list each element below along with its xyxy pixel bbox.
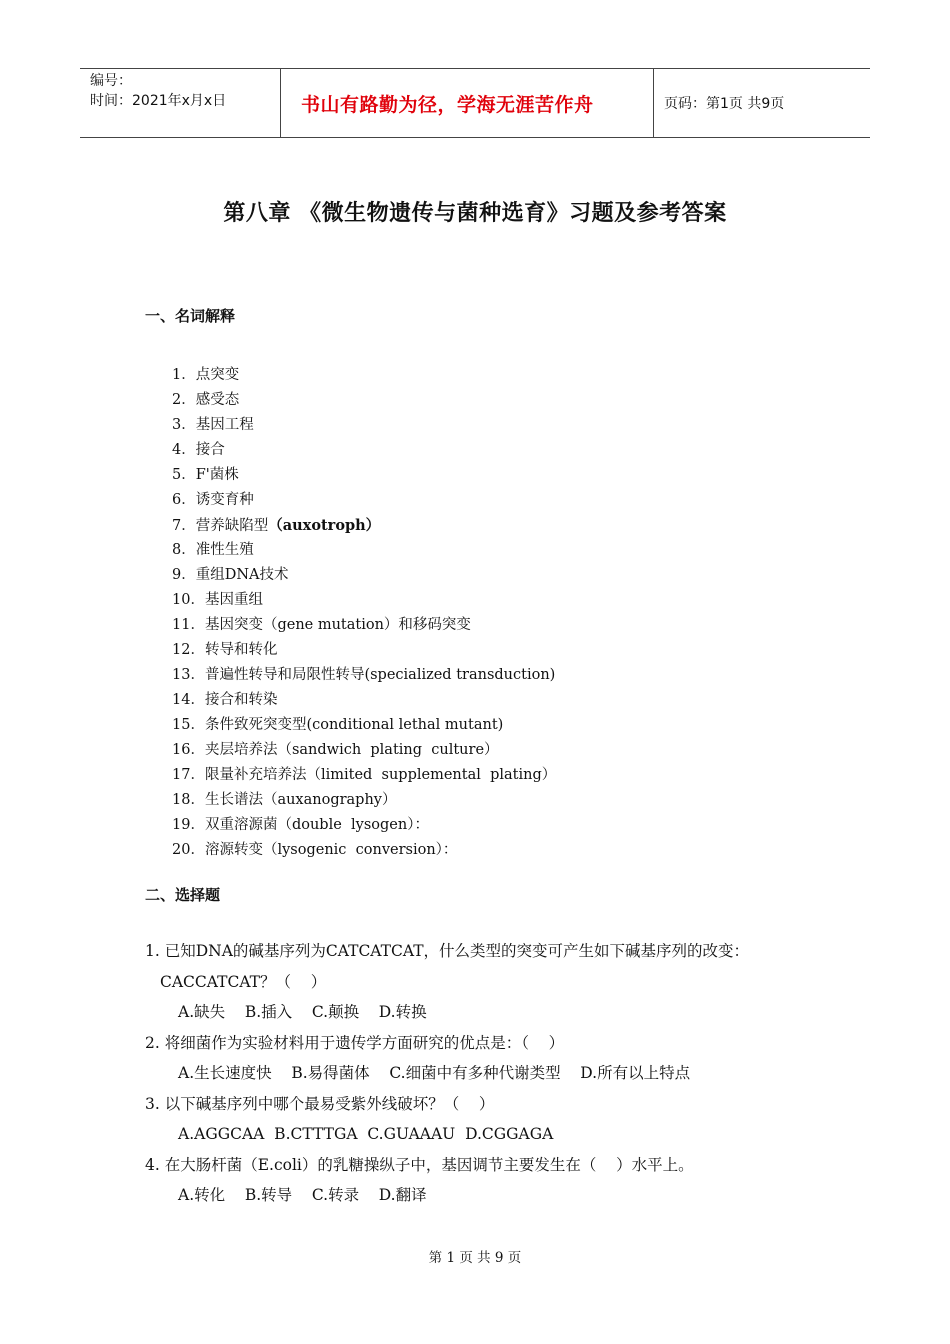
header-page-cell: [654, 69, 870, 137]
question-text: 3. 以下碱基序列中哪个最易受紫外线破坏？（ ）: [145, 1094, 495, 1113]
question-options: A.生长速度快 B.易得菌体 C.细菌中有多种代谢类型 D.所有以上特点: [178, 1064, 691, 1082]
question-options: A.缺失 B.插入 C.颠换 D.转换: [178, 1003, 427, 1021]
question-text: 2. 将细菌作为实验材料用于遗传学方面研究的优点是：（ ）: [145, 1033, 565, 1052]
term-item: 6．诱变育种: [172, 492, 254, 508]
question-options: A.AGGCAA B.CTTTGA C.GUAAAU D.CGGAGA: [178, 1125, 554, 1143]
question-text: 4. 在大肠杆菌（E.coli）的乳糖操纵子中，基因调节主要发生在（ ）水平上。: [145, 1155, 694, 1174]
term-item: 3．基因工程: [172, 417, 254, 433]
term-item: 5．F'菌株: [172, 467, 239, 483]
question-text: CACCATCAT？（ ）: [160, 972, 327, 991]
term-item: 19．双重溶源菌（double lysogen）：: [172, 817, 429, 833]
term-item: 11．基因突变（gene mutation）和移码突变: [172, 617, 471, 633]
term-item: 7．营养缺陷型（auxotroph）: [172, 517, 381, 534]
term-item: 2．感受态: [172, 392, 240, 408]
header-table: [80, 68, 870, 138]
questions-list: [145, 936, 845, 1211]
page-footer: 第 1 页 共 9 页: [428, 1250, 522, 1266]
term-item: 16．夹层培养法（sandwich plating culture）: [172, 742, 499, 758]
chapter-title: 第八章 《微生物遗传与菌种选育》习题及参考答案: [223, 201, 727, 226]
page-info: 页码：第1页 共9页: [664, 96, 785, 112]
term-item: 18．生长谱法（auxanography）: [172, 792, 397, 808]
number-label: 编号：: [90, 73, 132, 89]
question-options: A.转化 B.转导 C.转录 D.翻译: [178, 1186, 427, 1204]
term-item: 15．条件致死突变型(conditional lethal mutant): [172, 717, 504, 733]
term-item: 8．准性生殖: [172, 542, 254, 558]
term-item: 10．基因重组: [172, 592, 263, 608]
motto-text: 书山有路勤为径，学海无涯苦作舟: [301, 93, 594, 116]
section-heading-terms: 一、名词解释: [145, 307, 236, 325]
section-heading-choice: 二、选择题: [145, 886, 221, 904]
term-item: 4．接合: [172, 442, 225, 458]
term-item: 1．点突变: [172, 367, 240, 383]
term-english-bold: （auxotroph）: [268, 517, 381, 534]
term-item: 14．接合和转染: [172, 692, 278, 708]
terms-list: [172, 363, 556, 863]
term-item: 12．转导和转化: [172, 642, 278, 658]
question-text: 1. 已知DNA的碱基序列为CATCATCAT，什么类型的突变可产生如下碱基序列的改变：: [145, 942, 750, 960]
header-meta-cell: [80, 69, 281, 137]
term-item: 20．溶源转变（lysogenic conversion）：: [172, 842, 458, 858]
term-item: 13．普遍性转导和局限性转导(specialized transduction): [172, 667, 556, 683]
term-item: 9．重组DNA技术: [172, 567, 289, 583]
time-label: 时间：2021年x月x日: [90, 93, 227, 109]
term-item: 17．限量补充培养法（limited supplemental plating）: [172, 767, 557, 783]
header-motto-cell: [281, 69, 654, 137]
